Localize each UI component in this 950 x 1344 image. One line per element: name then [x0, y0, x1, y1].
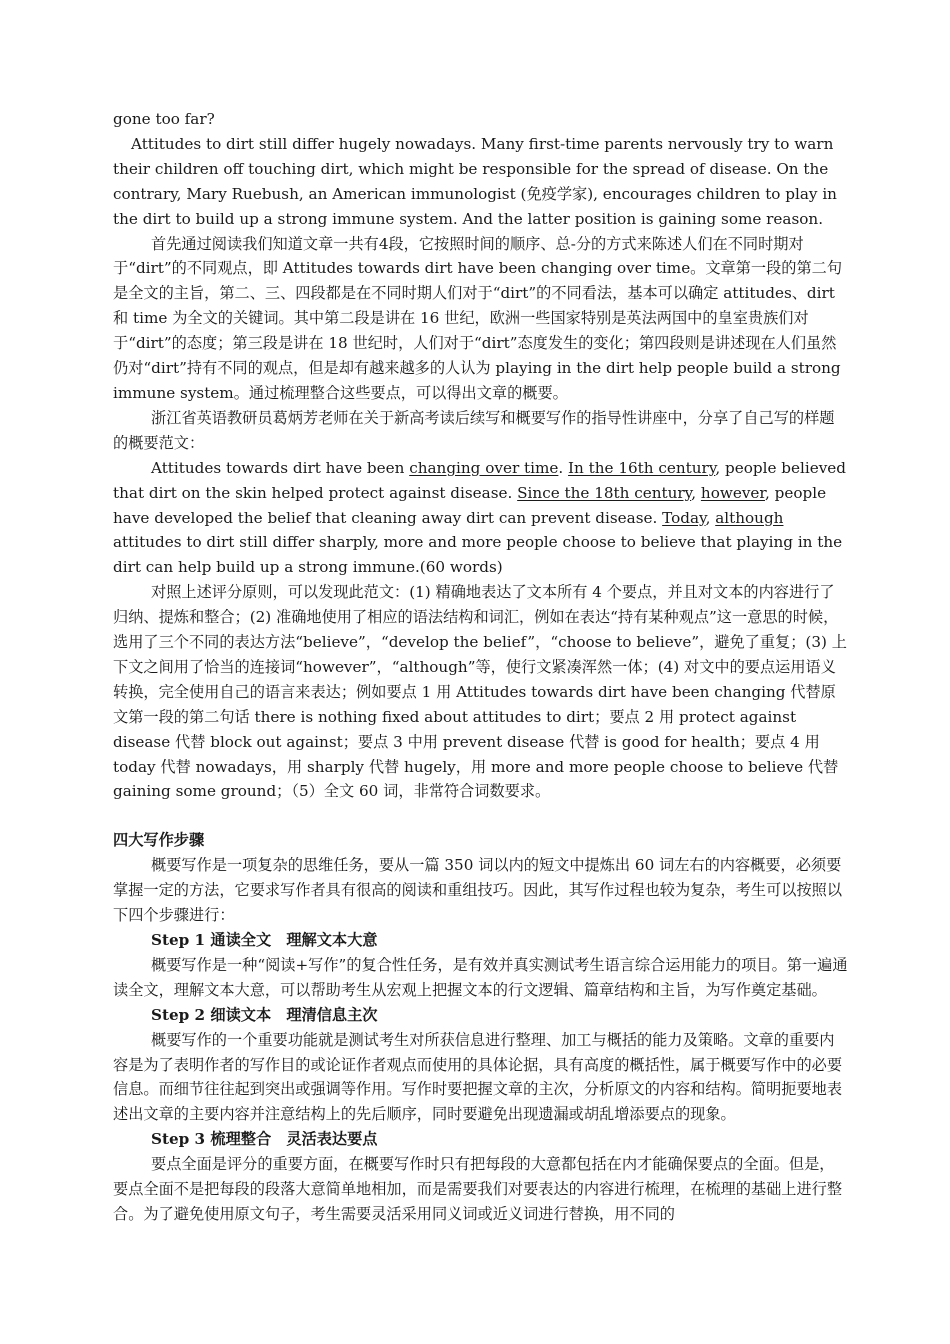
sample-text: ,	[691, 483, 701, 502]
paragraph-dirt-attitudes: Attitudes to dirt still differ hugely nowadays. Many first-time parents nervously try to warn their children off touching dirt, which might be responsible for the spread of disease. On the contrary, Mary Ruebush, an American immunologist (免疫学家), encourages children to play in the dirt to build up a strong immune system. And the latter position is gaining some reason.	[113, 134, 837, 228]
step-body: 概要写作的一个重要功能就是测试考生对所获信息进行整理、加工与概括的能力及策略。文章的重要内容是为了表明作者的写作目的或论证作者观点而使用的具体论据，具有高度的概括性，属于概要写作中的必要信息。而细节往往起到突出或强调等作用。写作时要把握文章的主次，分析原文的内容和结构。简明扼要地表述出文章的主要内容并注意结构上的先后顺序，同时要避免出现遗漏或胡乱增添要点的现象。	[113, 1030, 842, 1124]
sample-text: Attitudes towards dirt have been	[151, 458, 410, 477]
underlined-phrase: Since the 18th century	[517, 483, 692, 502]
underlined-phrase: changing over time	[409, 458, 559, 477]
underlined-phrase: however	[700, 483, 765, 502]
underlined-phrase: although	[715, 508, 784, 527]
step-body: 要点全面是评分的重要方面，在概要写作时只有把每段的大意都包括在内才能确保要点的全面。但是，要点全面不是把每段的段落大意简单地相加，而是需要我们对要表达的内容进行梳理，在梳理的基础上进行整合。为了避免使用原文句子，考生需要灵活采用同义词或近义词进行替换，用不同的	[113, 1155, 842, 1223]
sample-text: , people have developed the belief that cleaning away dirt can prevent disease.	[113, 483, 827, 527]
paragraph-analysis: 首先通过阅读我们知道文章一共有4段，它按照时间的顺序、总-分的方式来陈述人们在不同时期对于“dirt”的不同观点，即 Attitudes towards dirt have been changing over time。文章第一段的第二句是全文的主旨，第二、三、四段都是在不同时期人们对于“dirt”的不同看法，基本可以确定 attitudes、dirt 和 time 为全文的关键词。其中第二段是讲在 16 世纪，欧洲一些国家特别是英法两国中的皇室贵族们对于“dirt”的态度；第三段是讲在 18 世纪时，人们对于“dirt”态度发生的变化；第四段则是讲述现在人们虽然仍对“dirt”持有不同的观点，但是却有越来越多的人认为 playing in the dirt help people build a strong immune system。通过梳理整合这些要点，可以得出文章的概要。	[113, 234, 843, 402]
document-body	[113, 107, 848, 1227]
sample-text: , people believed that dirt on the skin helped protect against disease.	[113, 458, 846, 502]
underlined-phrase: In the 16th century	[568, 458, 716, 477]
paragraph-review: 对照上述评分原则，可以发现此范文：(1) 精确地表达了文本所有 4 个要点，并且对文本的内容进行了归纳、提炼和整合；(2) 准确地使用了相应的语法结构和词汇，例如在表达“持有某种观点”这一意思的时候，选用了三个不同的表达方法“believe”，“develop the belief”，“choose to believe”，避免了重复；(3) 上下文之间用了恰当的连接词“however”，“although”等，使行文紧凑浑然一体；(4) 对文中的要点运用语义转换，完全使用自己的语言来表达；例如要点 1 用 Attitudes towards dirt have been changing 代替原文第一段的第二句话 there is nothing fixed about attitudes to dirt；要点 2 用 protect against disease 代替 block out against；要点 3 中用 prevent disease 代替 is good for health；要点 4 用 today 代替 nowadays，用 sharply 代替 hugely，用 more and more people choose to believe 代替 gaining some ground；（5）全文 60 词，非常符合词数要求。	[113, 583, 847, 801]
step-heading	[113, 1003, 848, 1028]
section-title: 四大写作步骤	[113, 831, 205, 850]
underlined-phrase: Today	[662, 508, 706, 527]
step-heading-text: Step 2 细读文本 理清信息主次	[151, 1005, 378, 1024]
section-intro: 概要写作是一项复杂的思维任务，要从一篇 350 词以内的短文中提炼出 60 词左右的内容概要，必须要掌握一定的方法，它要求写作者具有很高的阅读和重组技巧。因此，其写作过程也较为复杂，考生可以按照以下四个步骤进行：	[113, 856, 842, 925]
sample-text: .	[558, 458, 569, 477]
sample-summary	[113, 456, 848, 581]
step-body: 概要写作是一种“阅读+写作”的复合性任务，是有效并真实测试考生语言综合运用能力的项目。第一遍通读全文，理解文本大意，可以帮助考生从宏观上把握文本的行文逻辑、篇章结构和主旨，为写作奠定基础。	[113, 955, 848, 999]
sample-text: attitudes to dirt still differ sharply, more and more people choose to believe that playing in the dirt can help build up a strong immune.(60 words)	[113, 533, 843, 577]
sample-text: ,	[705, 508, 716, 527]
paragraph-teacher-intro: 浙江省英语教研员葛炳芳老师在关于新高考读后续写和概要写作的指导性讲座中，分享了自己写的样题的概要范文：	[113, 408, 835, 452]
step-heading	[113, 928, 848, 953]
step-heading	[113, 1127, 848, 1152]
step-heading-text: Step 3 梳理整合 灵活表达要点	[151, 1130, 378, 1149]
spacer	[113, 804, 848, 828]
step-heading-text: Step 1 通读全文 理解文本大意	[151, 931, 378, 949]
paragraph-tail: gone too far?	[113, 110, 215, 128]
